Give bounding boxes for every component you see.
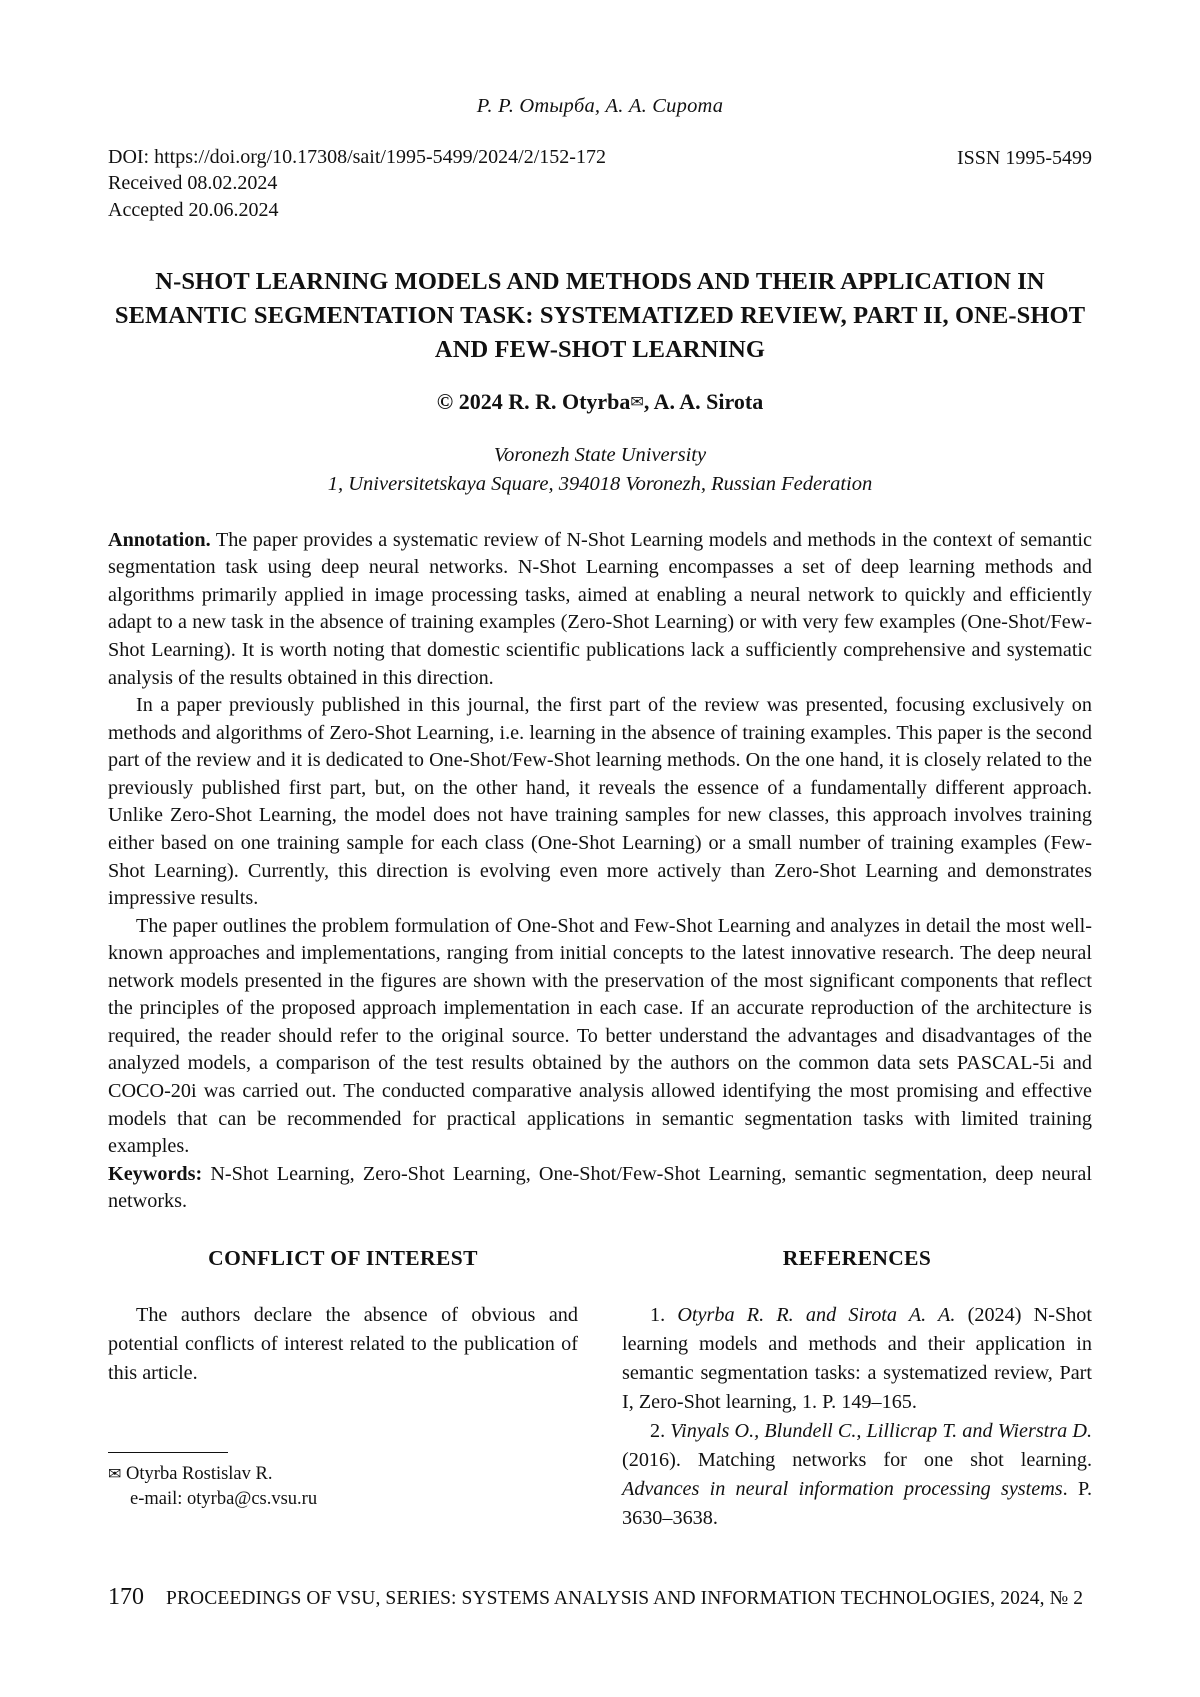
- footnote-author-name: Otyrba Rostislav R.: [121, 1464, 273, 1485]
- references-column: [622, 1246, 1092, 1534]
- corresponding-author-footnote: [108, 1452, 578, 1512]
- authors-line: [108, 389, 1092, 415]
- footnote-divider: [108, 1452, 228, 1453]
- references-body: [622, 1301, 1092, 1534]
- keywords-label: Keywords:: [108, 1162, 203, 1185]
- metadata-row: [108, 144, 1092, 223]
- reference-source: Advances in neural information processing systems: [622, 1478, 1063, 1501]
- abstract-paragraph-2: In a paper previously published in this journal, the first part of the review was presented, focusing exclusively on methods and algorithms of Zero-Shot Learning, i.e. learning in the absence of training examples. This paper is the second part of the review and it is dedicated to One-Shot/Few-Shot learning methods. On the one hand, it is closely related to the previously published first part, but, on the other hand, it reveals the essence of a fundamentally different approach. Unlike Zero-Shot Learning, the model does not have training samples for new classes, this approach involves training either based on one training sample for each class (One-Shot Learning) or a small number of training examples (Few-Shot Learning). Currently, this direction is evolving even more actively than Zero-Shot Learning and demonstrates impressive results.: [108, 694, 1092, 910]
- running-head: Р. Р. Отырба, А. А. Сирота: [476, 95, 724, 117]
- references-heading: REFERENCES: [782, 1245, 932, 1270]
- authors-second: , A. A. Sirota: [643, 388, 764, 414]
- conflict-text: The authors declare the absence of obvious and potential conflicts of interest related to the publication of this article.: [108, 1303, 578, 1384]
- authors-first: © 2024 R. R. Otyrba: [436, 388, 631, 414]
- footnote-line-1: [108, 1462, 578, 1487]
- keywords-text: N-Shot Learning, Zero-Shot Learning, One-Shot/Few-Shot Learning, semantic segmentation, deep neural networks.: [108, 1162, 1092, 1213]
- reference-rest: (2016). Matching networks for one shot learning.: [622, 1449, 1092, 1472]
- journal-footer-text: PROCEEDINGS OF VSU, SERIES: SYSTEMS ANALYSIS AND INFORMATION TECHNOLOGIES, 2024, № 2: [166, 1588, 1084, 1609]
- envelope-icon: ✉: [108, 1466, 122, 1484]
- received-line: Received 08.02.2024: [108, 172, 278, 195]
- conflict-heading: CONFLICT OF INTEREST: [208, 1245, 478, 1270]
- reference-item: [622, 1417, 1092, 1533]
- keywords: [108, 1161, 1092, 1216]
- abstract-text-1: The paper provides a systematic review of N-Shot Learning models and methods in the context of semantic segmentation task using deep neural networks. N-Shot Learning encompasses a set of deep learning methods and algorithms primarily applied in image processing tasks, aimed at enabling a neural network to quickly and efficiently adapt to a new task in the absence of training examples (Zero-Shot Learning) or with very few examples (One-Shot/Few-Shot Learning). It is worth noting that domestic scientific publications lack a sufficiently comprehensive and systematic analysis of the results obtained in this direction.: [108, 528, 1092, 689]
- doi-line: DOI: https://doi.org/10.17308/sait/1995-5499/2024/2/152-172: [108, 146, 606, 168]
- abstract-label: Annotation.: [108, 528, 211, 551]
- reference-number: 2.: [650, 1420, 671, 1443]
- reference-item: [622, 1301, 1092, 1417]
- affiliation: [108, 441, 1092, 499]
- reference-number: 1.: [650, 1303, 678, 1326]
- reference-pages: . P. 3630–3638.: [622, 1478, 1092, 1530]
- abstract-paragraph-1: [108, 527, 1092, 692]
- reference-authors: Vinyals O., Blundell C., Lillicrap T. and Wierstra D.: [670, 1420, 1093, 1443]
- affiliation-university: Voronezh State University: [493, 443, 707, 466]
- issn-line: ISSN 1995-5499: [956, 147, 1092, 169]
- reference-rest: (2024) N-Shot learning models and methods and their application in semantic segmentation tasks: a systematized review, Part I, Zero-Shot learning, 1. P. 149–165.: [622, 1303, 1092, 1414]
- page-footer: [108, 1584, 1092, 1611]
- abstract-paragraph-3: The paper outlines the problem formulation of One-Shot and Few-Shot Learning and analyzes in detail the most well-known approaches and implementations, ranging from initial concepts to the latest innovative research. The deep neural network models presented in the figures are shown with the preservation of the most significant components that reflect the principles of the proposed approach implementation in each case. If an accurate reproduction of the architecture is required, the reader should refer to the original source. To better understand the advantages and disadvantages of the analyzed models, a comparison of the test results obtained by the authors on the common data sets PASCAL-5i and COCO-20i was carried out. The conducted comparative analysis allowed identifying the most promising and effective models that can be recommended for practical applications in semantic segmentation tasks with limited training examples.: [108, 914, 1092, 1158]
- metadata-left: [108, 144, 606, 223]
- accepted-line: Accepted 20.06.2024: [108, 198, 279, 221]
- conflict-body: [108, 1301, 578, 1388]
- abstract: [108, 527, 1092, 1161]
- reference-authors: Otyrba R. R. and Sirota A. A.: [677, 1303, 956, 1326]
- page-title: N-SHOT LEARNING MODELS AND METHODS AND THEIR APPLICATION IN SEMANTIC SEGMENTATION TASK: SYSTEMATIZED REVIEW, PART II, ONE-SHOT AND FEW-SHOT LEARNING: [114, 268, 1086, 363]
- affiliation-address: 1, Universitetskaya Square, 394018 Voronezh, Russian Federation: [327, 472, 873, 495]
- footnote-email: e-mail: otyrba@cs.vsu.ru: [130, 1489, 318, 1510]
- envelope-icon: ✉: [630, 393, 644, 411]
- page-number: 170: [108, 1584, 144, 1610]
